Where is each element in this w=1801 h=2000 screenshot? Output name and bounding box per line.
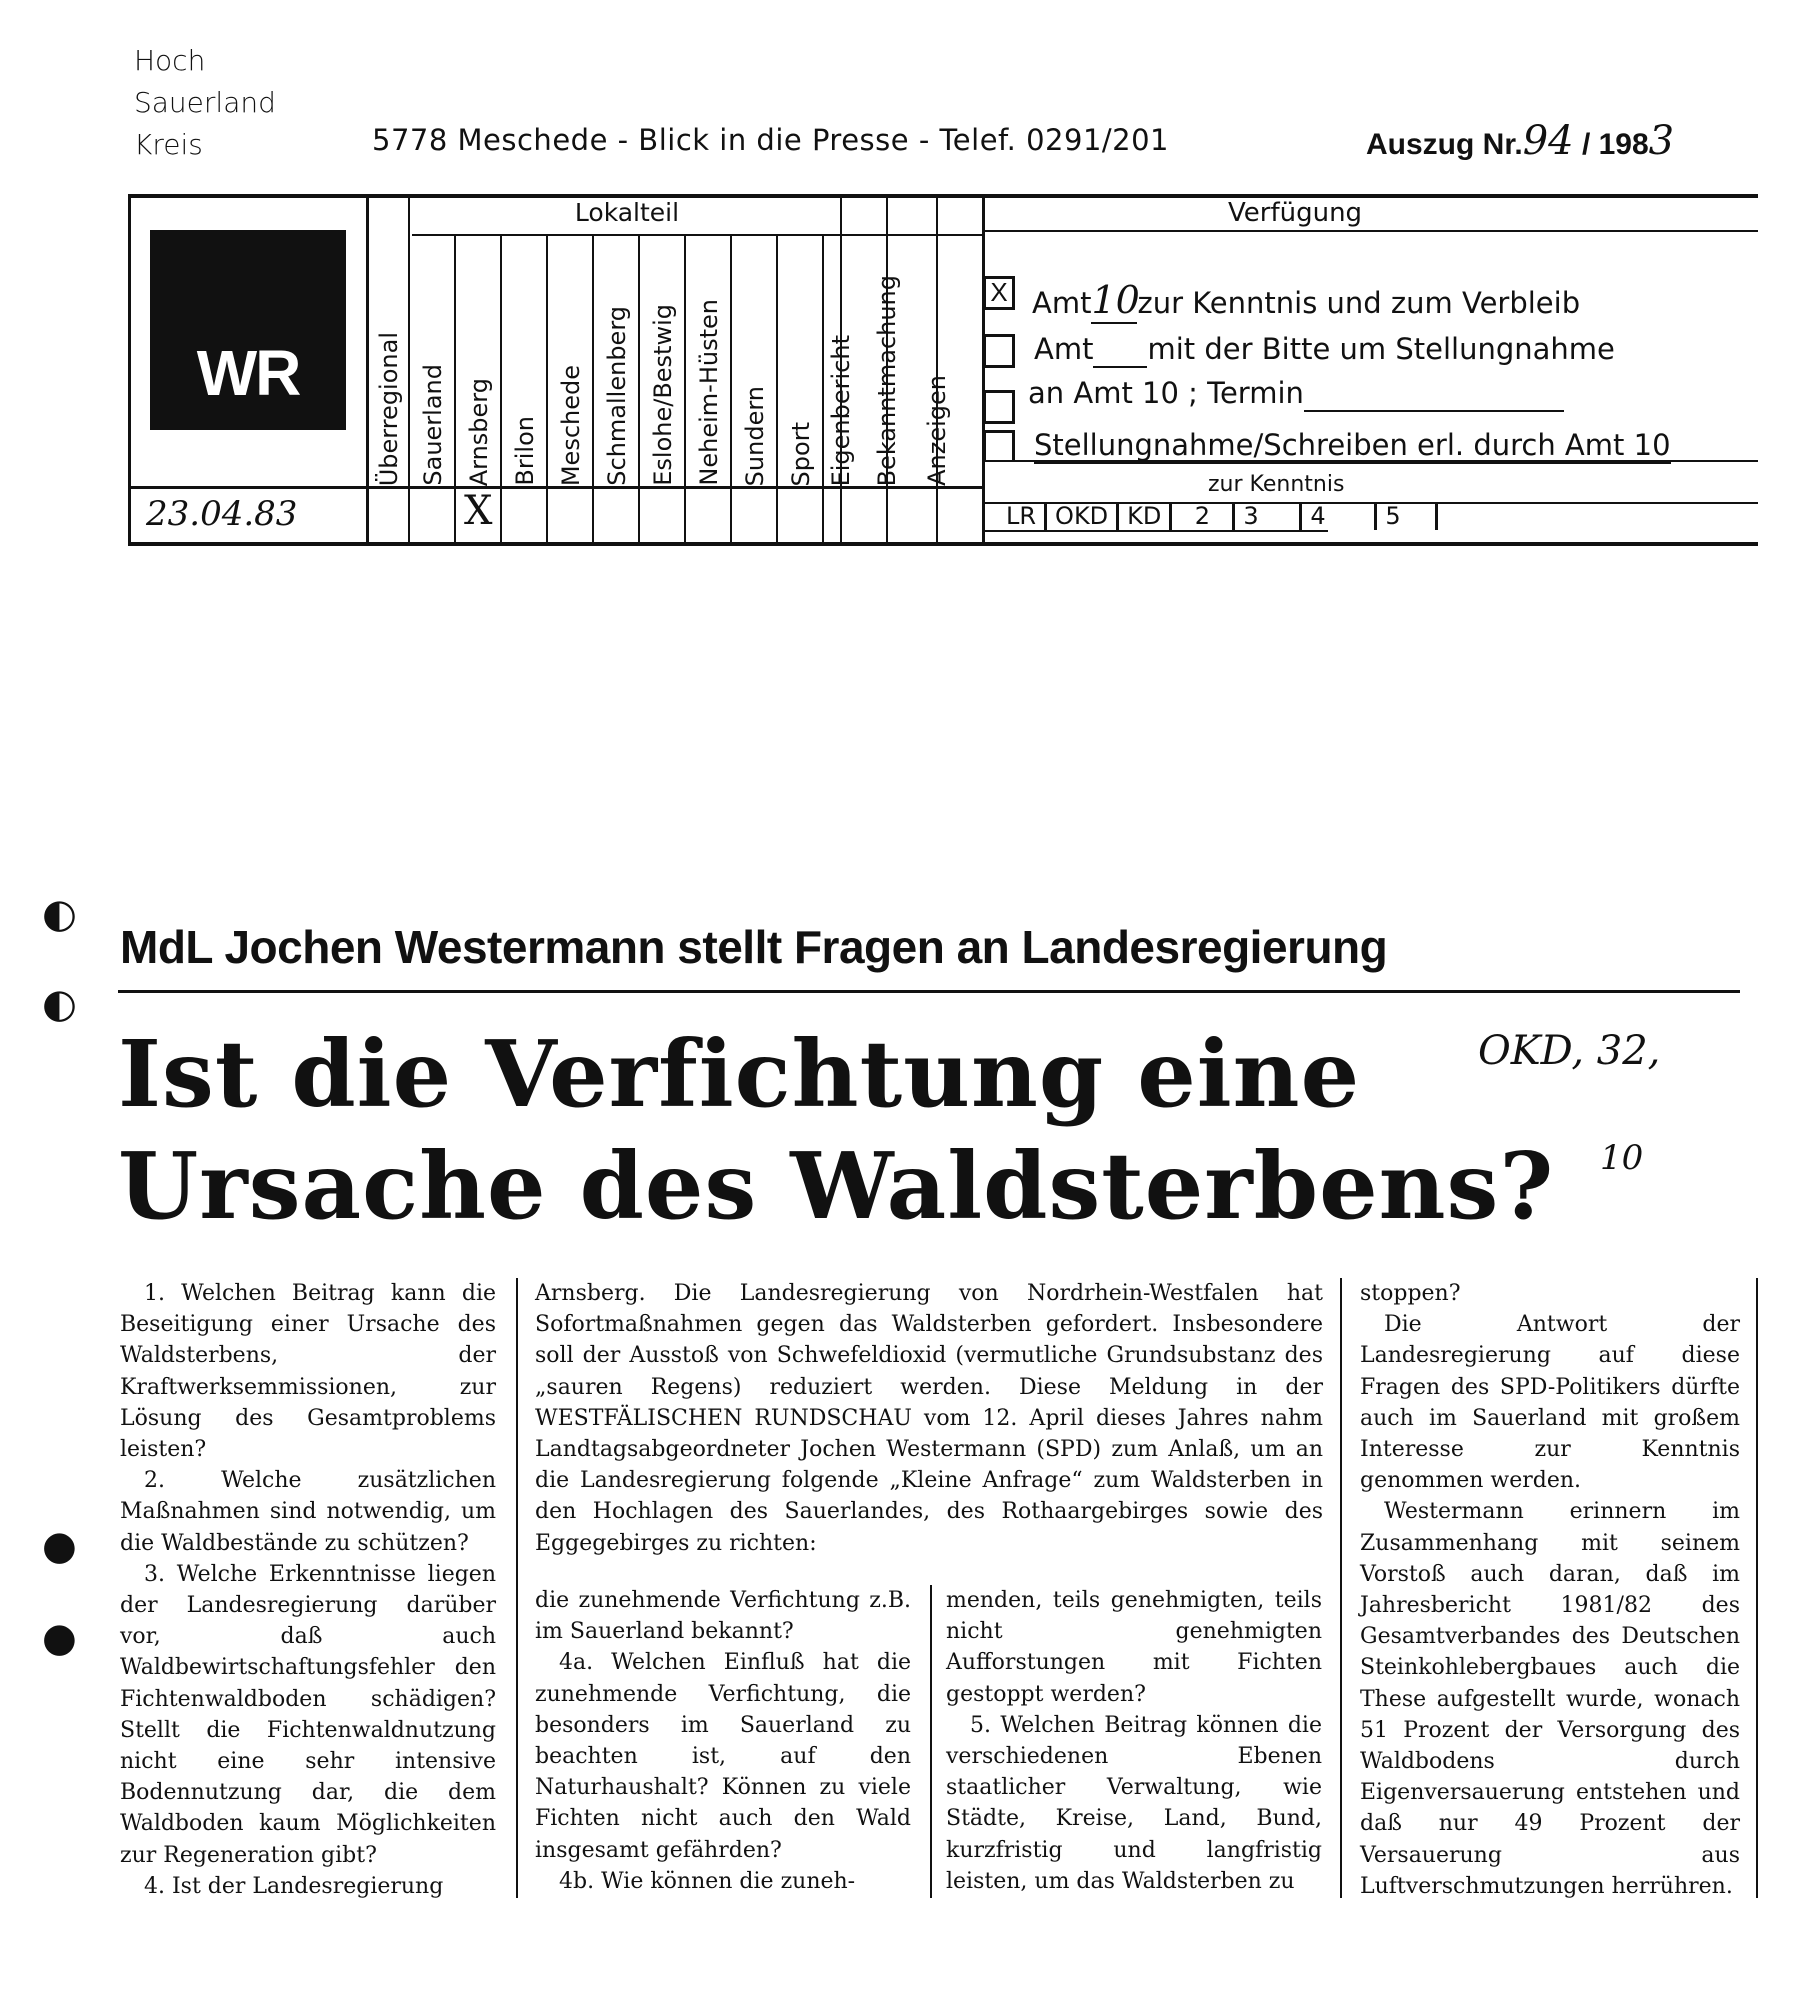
checkbox-stellungnahme[interactable] <box>983 334 1015 368</box>
question-paragraph: 4. Ist der Landesregierung <box>144 1873 444 1899</box>
column-label: Eslohe/Bestwig <box>649 304 677 486</box>
column-label: Brilon <box>511 416 539 486</box>
column-rule <box>1340 1278 1342 1898</box>
check-mark: X <box>990 277 1008 307</box>
article-overline: MdL Jochen Westermann stellt Fragen an Landesregierung <box>120 921 1388 973</box>
column-anzeigen <box>914 212 960 486</box>
date-handwritten: 23.04.83 <box>146 494 298 534</box>
column-schmallenberg <box>594 240 640 486</box>
press-review-line: 5778 Meschede - Blick in die Presse - Telef. 0291/201 <box>372 123 1170 157</box>
article-column-4 <box>1360 1278 1740 1902</box>
article-headline <box>118 1018 1618 1242</box>
overline-rule <box>118 990 1740 993</box>
article-column-1 <box>120 1278 496 1902</box>
question-paragraph: menden, teils genehmigten, teils nicht genehmigten Aufforstungen mit Fichten gestoppt werden? <box>946 1588 1322 1707</box>
wr-logo <box>150 230 346 430</box>
line-text: zur Kenntnis und zum Verbleib <box>1137 286 1581 320</box>
question-paragraph: 4b. Wie können die zuneh- <box>559 1868 856 1894</box>
clipping-form <box>128 194 1758 546</box>
column-rule <box>930 1585 932 1898</box>
article-column-3 <box>946 1585 1322 1897</box>
column-label: Neheim-Hüsten <box>695 299 723 486</box>
amt-number-handwritten: 10 <box>1091 278 1140 322</box>
sender-address <box>134 40 276 166</box>
checkbox-verbleib[interactable] <box>983 276 1015 310</box>
verfuegung-line-3 <box>1028 376 1564 412</box>
column-label: Sauerland <box>419 364 447 486</box>
excerpt-year-handwritten: 3 <box>1648 118 1675 164</box>
question-paragraph: 2. Welche zusätzlichen Maßnahmen sind notwendig, um die Waldbestände zu schützen? <box>120 1468 496 1556</box>
kenntnis-box: KD <box>1116 502 1169 530</box>
column-neheim-huesten <box>686 240 732 486</box>
kenntnis-box: 2 <box>1169 502 1232 530</box>
column-label: Anzeigen <box>923 375 951 486</box>
column-label: Arnsberg <box>465 377 493 486</box>
binding-mark: ◐ <box>42 980 77 1027</box>
column-label: Eigenbericht <box>827 334 855 486</box>
binding-mark: ● <box>42 1614 77 1661</box>
headline-line: Ist die Verfichtung eine <box>118 1020 1361 1128</box>
zur-kenntnis-label: zur Kenntnis <box>1208 472 1345 497</box>
question-paragraph: 4a. Welchen Einfluß hat die zunehmende Verfichtung, die besonders im Sauerland zu beachten ist, auf den Naturhaushalt? Können zu viele Fichten nicht auch den Wald insgesamt gefährden? <box>535 1650 911 1863</box>
column-label: Sport <box>787 421 815 486</box>
handwritten-note: OKD, 32, <box>1478 1028 1661 1074</box>
binding-mark: ● <box>42 1522 77 1569</box>
column-sauerland <box>410 240 456 486</box>
headline-line: Ursache des Waldsterbens? <box>118 1132 1555 1240</box>
kenntnis-box: OKD <box>1044 502 1116 530</box>
verfuegung-line-4: Stellungnahme/Schreiben erl. durch Amt 10 <box>1034 428 1671 462</box>
column-label: Meschede <box>557 364 585 486</box>
line-text: Amt <box>1034 332 1094 366</box>
verfuegung-line-2 <box>1034 332 1615 368</box>
kenntnis-box: 5 <box>1374 502 1438 530</box>
termin-blank <box>1304 376 1564 412</box>
body-paragraph: Westermann erinnern im Zusammenhang mit seinem Vorstoß auch daran, daß im Jahresbericht 1981/82 des Gesamtverbandes des Deutschen Steinkohlebergbaues auch die These aufgestellt wurde, wonach 51 Prozent der Versorgung des Waldbodens durch Eigenversauerung entstehen und daß nur 49 Prozent der Versauerung aus Luftverschmutzungen herrühren. <box>1360 1499 1740 1899</box>
column-rule <box>1756 1278 1758 1898</box>
question-paragraph: 1. Welchen Beitrag kann die Beseitigung einer Ursache des Waldsterbens, der Kraftwerksemmissionen, zur Lösung des Gesamtproblems leisten? <box>120 1281 496 1463</box>
column-sundern <box>732 240 778 486</box>
article-lead <box>535 1278 1323 1559</box>
question-paragraph: 5. Welchen Beitrag können die verschiedenen Ebenen staatlicher Verwaltung, wie Städte, Kreise, Land, Bund, kurzfristig und langfristig leisten, um das Waldsterben zu <box>946 1712 1322 1894</box>
kenntnis-boxes <box>998 502 1438 530</box>
column-label: Sundern <box>741 385 769 486</box>
column-brilon <box>502 240 548 486</box>
kenntnis-box: LR <box>1006 502 1037 530</box>
checkbox-erledigt[interactable] <box>983 430 1015 461</box>
column-eigenbericht <box>818 240 864 486</box>
kenntnis-box: 4 <box>1299 502 1374 530</box>
arnsberg-check-mark: X <box>464 488 493 534</box>
binding-mark: ◐ <box>42 890 77 937</box>
column-meschede <box>548 240 594 486</box>
excerpt-number <box>1366 118 1674 164</box>
column-rule <box>516 1278 518 1898</box>
lokalteil-label: Lokalteil <box>574 198 680 227</box>
org-line: Hoch <box>134 44 206 77</box>
line-text: an Amt 10 ; Termin <box>1028 376 1304 410</box>
kenntnis-box: 3 <box>1232 502 1299 530</box>
column-bekanntmachung <box>864 212 910 486</box>
question-paragraph: die zunehmende Verfichtung z.B. im Sauerland bekannt? <box>535 1588 911 1645</box>
amt-blank <box>1093 332 1147 368</box>
article-column-2 <box>535 1585 911 1897</box>
lead-paragraph: Arnsberg. Die Landesregierung von Nordrhein-Westfalen hat Sofortmaßnahmen gegen das Waldsterben gefordert. Insbesondere soll der Ausstoß von Schwefeldioxid (vermutliche Grundsubstanz des „sauren Regens) reduziert werden. Diese Meldung in der WESTFÄLISCHEN RUNDSCHAU vom 12. April dieses Jahres nahm Landtagsabgeordneter Jochen Westermann (SPD) zum Anlaß, um an die Landesregierung folgende „Kleine Anfrage“ zum Waldsterben in den Hochlagen des Sauerlandes, des Rothaargebirges sowie des Eggegebirges zu richten: <box>535 1281 1323 1556</box>
wr-logo-text: WR <box>196 337 300 409</box>
line-text: Amt <box>1032 286 1092 320</box>
org-line: Sauerland <box>134 86 276 119</box>
line-text: mit der Bitte um Stellungnahme <box>1147 332 1615 366</box>
body-paragraph: stoppen? <box>1360 1281 1461 1306</box>
excerpt-number-handwritten: 94 <box>1522 118 1574 164</box>
body-paragraph: Die Antwort der Landesregierung auf diese Fragen des SPD-Politikers dürfte auch im Sauerland mit großem Interesse zur Kenntnis genommen werden. <box>1360 1312 1740 1494</box>
question-paragraph: 3. Welche Erkenntnisse liegen der Landesregierung darüber vor, daß auch Waldbewirtschaftungsfehler den Fichtenwaldboden schädigen? Stellt die Fichtenwaldnutzung nicht eine sehr intensive Bodennutzung dar, die dem Waldboden kaum Möglichkeiten zur Regeneration gibt? <box>120 1561 496 1868</box>
verfuegung-line-1 <box>1032 278 1580 324</box>
column-label: Überregional <box>375 331 403 486</box>
verfuegung-label: Verfügung <box>1228 198 1363 228</box>
excerpt-label: Auszug Nr. <box>1366 128 1523 161</box>
handwritten-note: 10 <box>1600 1138 1644 1178</box>
column-arnsberg <box>456 240 502 486</box>
column-ueberregional <box>366 240 412 486</box>
org-line: Kreis <box>134 128 203 161</box>
column-label: Bekanntmachung <box>873 274 901 486</box>
column-label: Schmallenberg <box>603 306 631 486</box>
excerpt-year: / 198 <box>1581 128 1649 161</box>
checkbox-termin[interactable] <box>983 390 1015 424</box>
column-eslohe-bestwig <box>640 240 686 486</box>
